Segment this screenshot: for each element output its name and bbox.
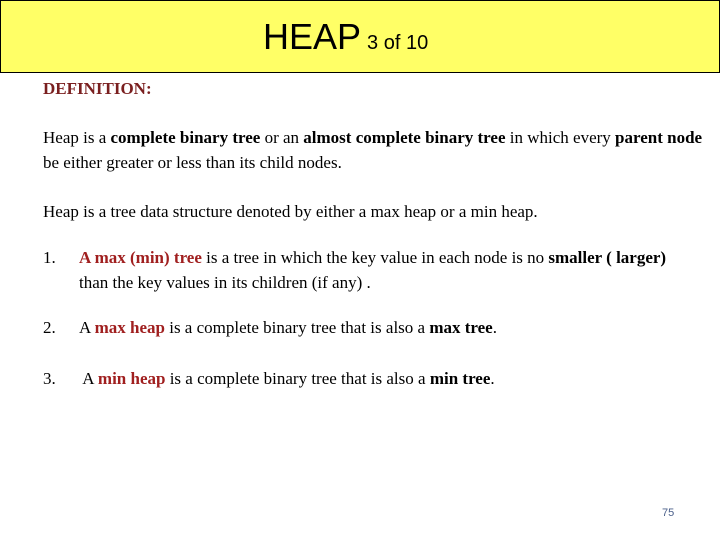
text: A (79, 369, 98, 388)
bold-term: max tree (429, 318, 493, 337)
item-text (79, 315, 699, 340)
text: A (79, 318, 95, 337)
bold-term: almost complete binary tree (303, 128, 506, 147)
text: . (490, 369, 495, 388)
title-bar (0, 0, 720, 73)
text: Heap is a (43, 128, 111, 147)
highlighted-term: min heap (97, 369, 166, 388)
item-number: 2. (43, 318, 56, 337)
title-main: HEAP (263, 16, 362, 57)
text: or an (260, 128, 304, 147)
definition-paragraph (43, 125, 703, 175)
item-number: 1. (43, 248, 56, 267)
text: be either greater or less than its child nodes. (43, 153, 342, 172)
text: . (492, 318, 497, 337)
definition-heading: DEFINITION: (43, 79, 152, 98)
text: is a tree in which the key value in each node is no (201, 248, 549, 267)
item-text (79, 366, 699, 391)
text: is a complete binary tree that is also a (165, 369, 430, 388)
slide-title (263, 16, 429, 57)
item-text (79, 245, 699, 295)
bold-term: smaller ( larger) (548, 248, 667, 267)
highlighted-term: max heap (94, 318, 165, 337)
text: is a complete binary tree that is also a (164, 318, 430, 337)
bold-term: parent node (615, 128, 703, 147)
item-number: 3. (43, 369, 56, 388)
text: in which every (505, 128, 616, 147)
text: than the key values in its children (if any) . (79, 273, 371, 292)
bold-term: min tree (429, 369, 491, 388)
heap-types-paragraph: Heap is a tree data structure denoted by either a max heap or a min heap. (43, 202, 538, 221)
title-subtitle: 3 of 10 (367, 32, 429, 54)
bold-term: complete binary tree (110, 128, 261, 147)
page-number: 75 (662, 507, 675, 519)
highlighted-term: A max (min) tree (79, 248, 202, 267)
